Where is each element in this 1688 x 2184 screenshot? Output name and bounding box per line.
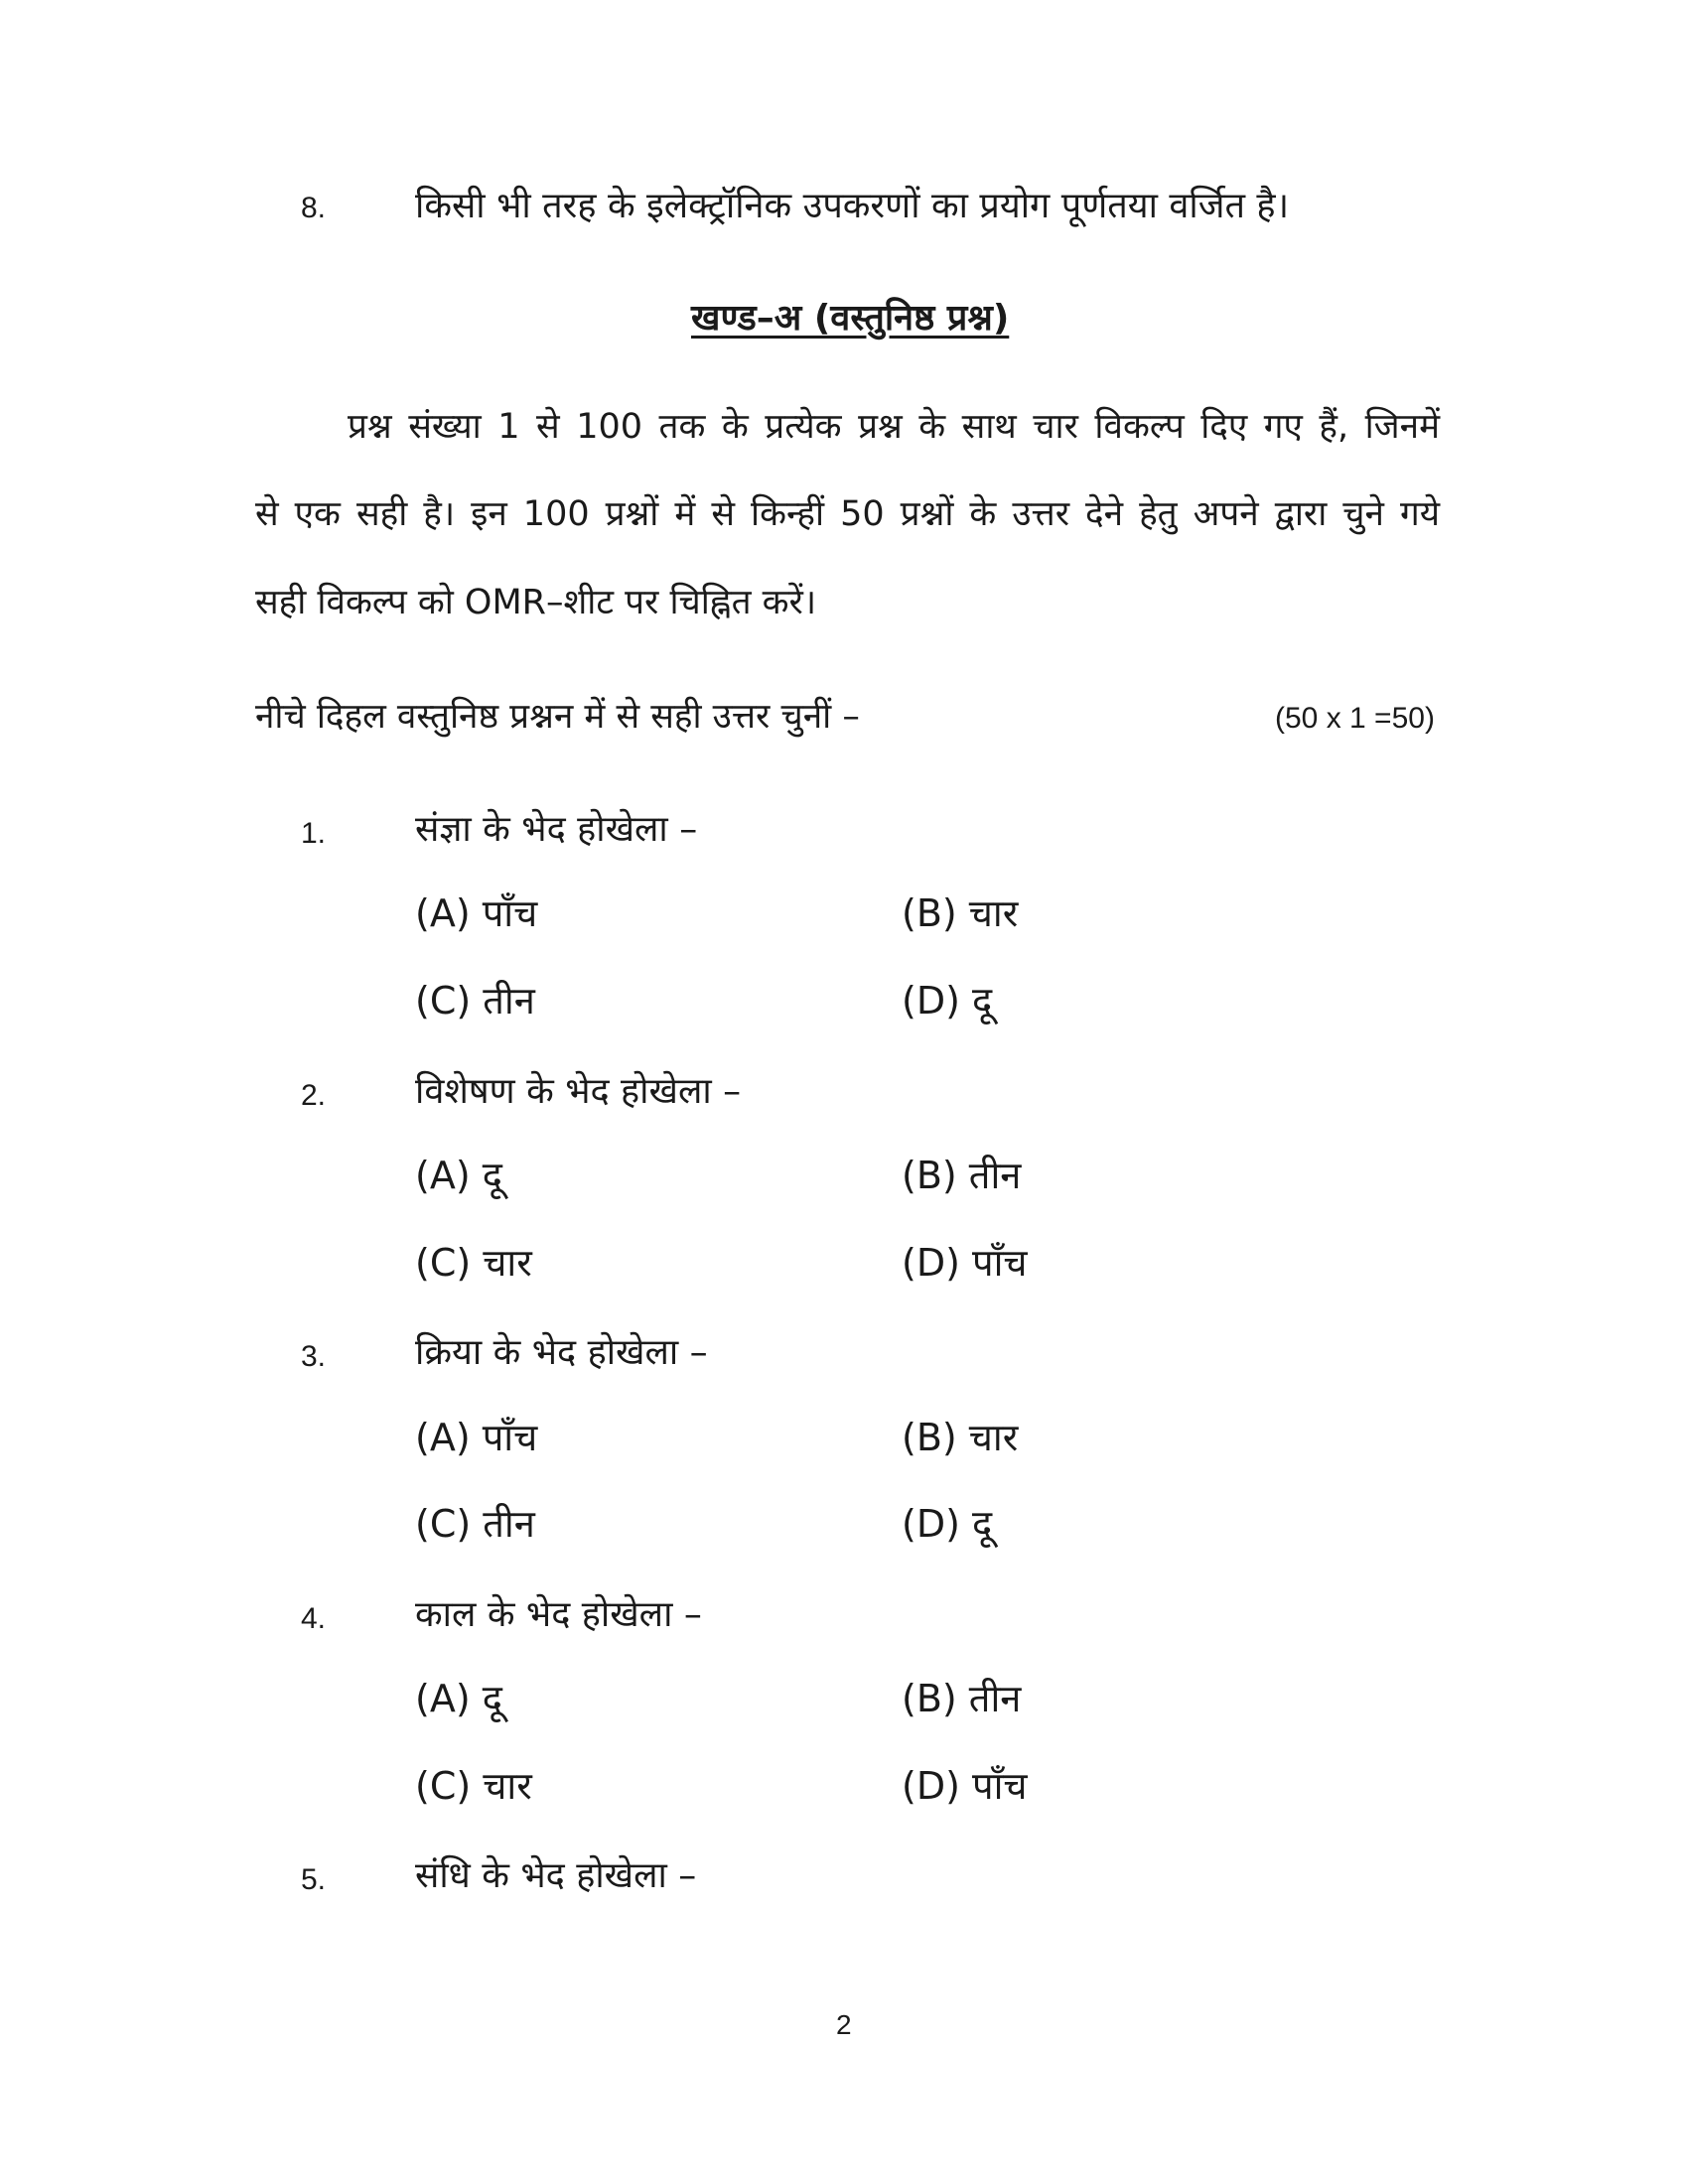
option-a: (A) दू (415, 1677, 502, 1720)
page-number: 2 (836, 2009, 852, 2040)
option-b: (B) चार (902, 1416, 1019, 1459)
intro-line-3: सही विकल्प को OMR–शीट पर चिह्नित करें। (255, 583, 817, 622)
question-number: 5. (301, 1863, 327, 1896)
option-d: (D) पाँच (902, 1241, 1028, 1285)
question-text: संधि के भेद होखेला – (415, 1855, 697, 1896)
option-c: (C) तीन (415, 1502, 535, 1546)
option-d: (D) पाँच (902, 1764, 1028, 1808)
option-b: (B) तीन (902, 1677, 1022, 1720)
option-b: (B) तीन (902, 1154, 1022, 1197)
option-c: (C) तीन (415, 979, 535, 1023)
question-text: विशेषण के भेद होखेला – (415, 1071, 742, 1112)
option-a: (A) पाँच (415, 891, 538, 935)
option-c: (C) चार (415, 1764, 532, 1808)
option-b: (B) चार (902, 891, 1019, 935)
question-number: 4. (301, 1602, 327, 1635)
marks-label: (50 x 1 =50) (1275, 702, 1435, 735)
instruction-number: 8. (301, 192, 327, 224)
option-a: (A) दू (415, 1154, 502, 1197)
option-c: (C) चार (415, 1241, 532, 1285)
directive-text: नीचे दिहल वस्तुनिष्ठ प्रश्नन में से सही उत्तर चुनीं – (255, 697, 860, 737)
question-number: 3. (301, 1340, 327, 1373)
option-d: (D) दू (902, 1502, 993, 1546)
question-text: संज्ञा के भेद होखेला – (415, 809, 698, 850)
question-text: क्रिया के भेद होखेला – (415, 1332, 708, 1373)
question-number: 2. (301, 1079, 327, 1112)
section-heading: खण्ड–अ (वस्तुनिष्ठ प्रश्न) (691, 298, 1010, 339)
option-a: (A) पाँच (415, 1416, 538, 1459)
intro-line-1: प्रश्न संख्या 1 से 100 तक के प्रत्येक प्रश्न के साथ चार विकल्प दिए गए हैं, जिनमें (348, 407, 1440, 447)
question-text: काल के भेद होखेला – (415, 1594, 702, 1635)
question-number: 1. (301, 817, 327, 850)
instruction-text: किसी भी तरह के इलेक्ट्रॉनिक उपकरणों का प्रयोग पूर्णतया वर्जित है। (415, 186, 1290, 226)
option-d: (D) दू (902, 979, 993, 1023)
intro-line-2: से एक सही है। इन 100 प्रश्नों में से किन्हीं 50 प्रश्नों के उत्तर देने हेतु अपने द्वारा चुने गये (255, 494, 1440, 534)
